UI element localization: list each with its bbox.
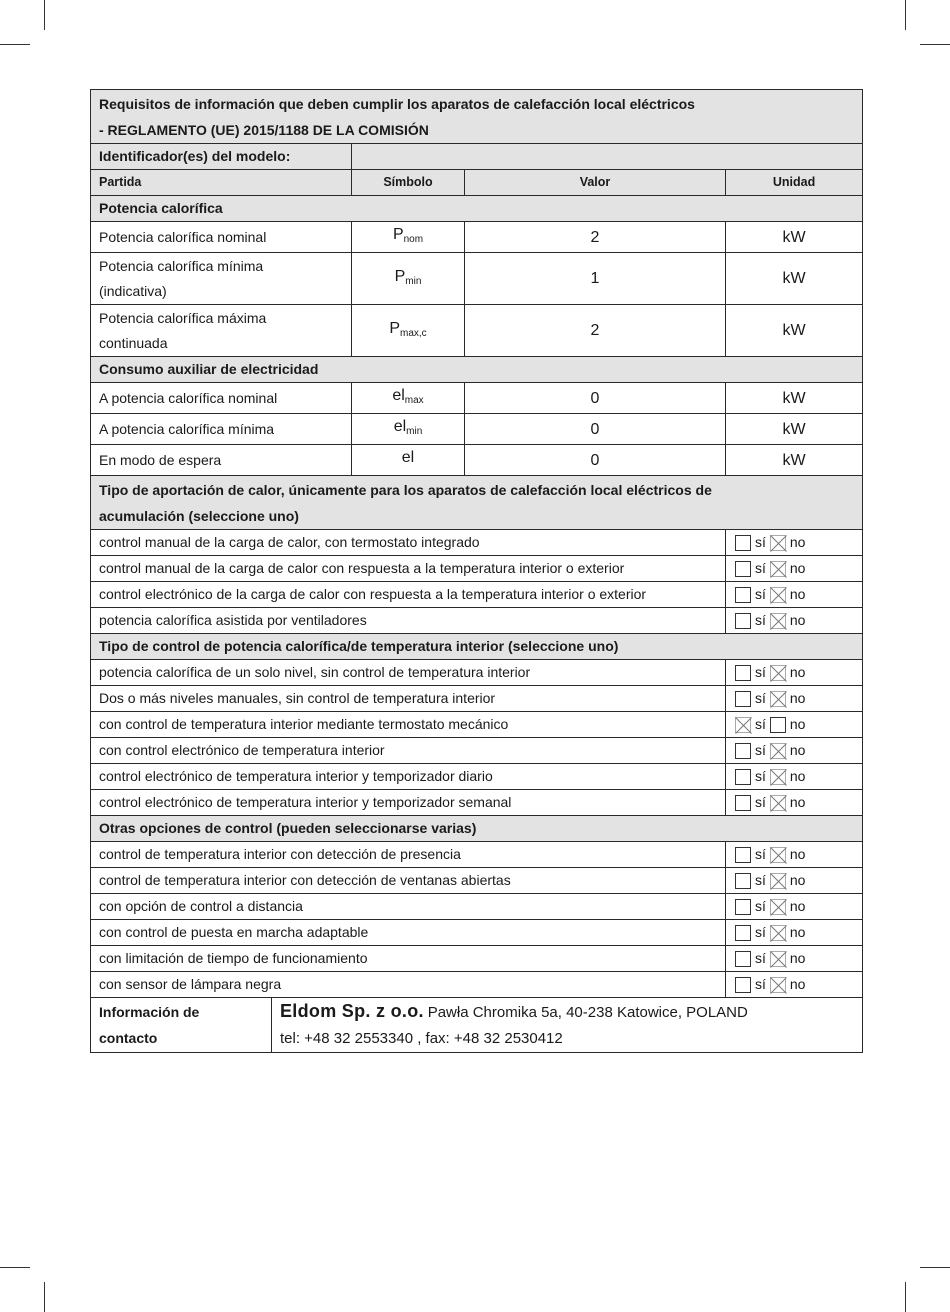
data-row: [91, 383, 863, 414]
option-label: Dos o más niveles manuales, sin control de temperatura interior: [91, 686, 726, 712]
table-title-line2: - REGLAMENTO (UE) 2015/1188 DE LA COMISIÓN: [99, 121, 429, 138]
no-label: no: [789, 846, 806, 862]
option-label: control electrónico de temperatura interior y temporizador semanal: [91, 790, 726, 816]
column-header-partida: Partida: [91, 170, 352, 196]
contact-label: [91, 998, 272, 1053]
yes-no-selector: [726, 686, 863, 712]
yes-no-selector: [726, 920, 863, 946]
yes-label: sí: [755, 976, 766, 992]
yes-no-selector: [726, 894, 863, 920]
section-consumo-auxiliar: Consumo auxiliar de electricidad: [91, 357, 863, 383]
symbol-subscript: max,c: [400, 327, 427, 339]
option-label: control de temperatura interior con detección de presencia: [91, 842, 726, 868]
section-row: [91, 476, 863, 530]
yes-label: sí: [755, 586, 766, 602]
yes-no-selector: [726, 764, 863, 790]
yes-label: sí: [755, 794, 766, 810]
option-row: [91, 712, 863, 738]
model-identifier-value: [352, 144, 863, 170]
yes-checkbox[interactable]: [735, 717, 751, 733]
yes-label: sí: [755, 950, 766, 966]
symbol-cell: [352, 445, 465, 476]
section-aportacion-calor-line1: Tipo de aportación de calor, únicamente para los aparatos de calefacción local eléctricos de: [99, 481, 712, 498]
no-checkbox[interactable]: [770, 795, 786, 811]
no-checkbox[interactable]: [770, 743, 786, 759]
option-label: con opción de control a distancia: [91, 894, 726, 920]
option-row: [91, 894, 863, 920]
no-checkbox[interactable]: [770, 951, 786, 967]
contact-phone-fax: tel: +48 32 2553340 , fax: +48 32 2530412: [280, 1030, 563, 1047]
no-checkbox[interactable]: [770, 925, 786, 941]
model-identifier-label: Identificador(es) del modelo:: [91, 144, 352, 170]
data-row: [91, 414, 863, 445]
option-row: [91, 920, 863, 946]
no-label: no: [789, 664, 806, 680]
yes-checkbox[interactable]: [735, 769, 751, 785]
section-row: [91, 196, 863, 222]
yes-label: sí: [755, 768, 766, 784]
no-checkbox[interactable]: [770, 613, 786, 629]
option-row: [91, 842, 863, 868]
crop-mark: [44, 0, 45, 30]
option-label: control electrónico de la carga de calor con respuesta a la temperatura interior o exterior: [91, 582, 726, 608]
yes-checkbox[interactable]: [735, 613, 751, 629]
erp-information-table: [90, 89, 863, 1053]
row-value: 2: [465, 305, 726, 357]
yes-label: sí: [755, 690, 766, 706]
section-otras-opciones: Otras opciones de control (pueden seleccionarse varias): [91, 816, 863, 842]
data-row: [91, 222, 863, 253]
crop-mark: [0, 1267, 30, 1268]
yes-checkbox[interactable]: [735, 925, 751, 941]
option-label: con limitación de tiempo de funcionamiento: [91, 946, 726, 972]
no-checkbox[interactable]: [770, 977, 786, 993]
no-label: no: [789, 612, 806, 628]
yes-label: sí: [755, 664, 766, 680]
no-checkbox[interactable]: [770, 535, 786, 551]
section-aportacion-calor-line2: acumulación (seleccione uno): [99, 507, 299, 524]
symbol-cell: [352, 222, 465, 253]
crop-mark: [0, 44, 30, 45]
contact-label-line1: Información de: [99, 1004, 200, 1020]
option-label: control manual de la carga de calor, con termostato integrado: [91, 530, 726, 556]
yes-checkbox[interactable]: [735, 743, 751, 759]
symbol-cell: [352, 383, 465, 414]
yes-checkbox[interactable]: [735, 899, 751, 915]
row-unit: kW: [726, 253, 863, 305]
option-row: [91, 686, 863, 712]
no-checkbox[interactable]: [770, 847, 786, 863]
table-title: [91, 90, 863, 144]
column-header-unidad: Unidad: [726, 170, 863, 196]
row-label: A potencia calorífica mínima: [91, 414, 352, 445]
column-header-valor: Valor: [465, 170, 726, 196]
yes-checkbox[interactable]: [735, 561, 751, 577]
yes-no-selector: [726, 738, 863, 764]
option-row: [91, 946, 863, 972]
symbol-base: P: [394, 267, 406, 285]
section-tipo-control: Tipo de control de potencia calorífica/de temperatura interior (seleccione uno): [91, 634, 863, 660]
no-checkbox[interactable]: [770, 587, 786, 603]
row-label: En modo de espera: [91, 445, 352, 476]
symbol-cell: [352, 414, 465, 445]
yes-label: sí: [755, 534, 766, 550]
data-row: [91, 445, 863, 476]
no-label: no: [789, 742, 806, 758]
option-row: [91, 582, 863, 608]
contact-row: [91, 998, 863, 1053]
yes-label: sí: [755, 924, 766, 940]
symbol-subscript: max: [404, 395, 424, 406]
yes-no-selector: [726, 660, 863, 686]
yes-checkbox[interactable]: [735, 847, 751, 863]
row-label-line2: (indicativa): [99, 282, 167, 299]
column-header-simbolo: Símbolo: [352, 170, 465, 196]
no-label: no: [789, 976, 806, 992]
row-value: 2: [465, 222, 726, 253]
option-row: [91, 738, 863, 764]
yes-label: sí: [755, 846, 766, 862]
row-value: 0: [465, 383, 726, 414]
yes-no-selector: [726, 946, 863, 972]
section-row: [91, 634, 863, 660]
crop-mark: [920, 44, 950, 45]
yes-no-selector: [726, 530, 863, 556]
yes-no-selector: [726, 608, 863, 634]
option-label: control electrónico de temperatura interior y temporizador diario: [91, 764, 726, 790]
yes-label: sí: [755, 560, 766, 576]
no-label: no: [789, 794, 806, 810]
yes-checkbox[interactable]: [735, 795, 751, 811]
option-label: potencia calorífica de un solo nivel, sin control de temperatura interior: [91, 660, 726, 686]
row-label-line1: Potencia calorífica mínima: [99, 257, 264, 274]
no-checkbox[interactable]: [770, 769, 786, 785]
yes-checkbox[interactable]: [735, 665, 751, 681]
symbol-base: P: [389, 319, 400, 337]
section-potencia-calorifica: Potencia calorífica: [91, 196, 863, 222]
row-value: 1: [465, 253, 726, 305]
yes-label: sí: [755, 872, 766, 888]
row-label: [91, 253, 352, 305]
symbol-base: el: [401, 449, 415, 466]
option-row: [91, 608, 863, 634]
option-label: con control electrónico de temperatura interior: [91, 738, 726, 764]
yes-no-selector: [726, 556, 863, 582]
row-unit: kW: [726, 222, 863, 253]
yes-checkbox[interactable]: [735, 873, 751, 889]
no-label: no: [789, 924, 806, 940]
company-name: Eldom Sp. z o.o.: [280, 1001, 424, 1021]
yes-no-selector: [726, 842, 863, 868]
row-label: A potencia calorífica nominal: [91, 383, 352, 414]
option-label: con sensor de lámpara negra: [91, 972, 726, 998]
company-address: Pawła Chromika 5a, 40-238 Katowice, POLAND: [427, 1004, 748, 1021]
no-label: no: [789, 872, 806, 888]
yes-no-selector: [726, 868, 863, 894]
row-unit: kW: [726, 305, 863, 357]
row-label-line1: Potencia calorífica máxima: [99, 309, 267, 326]
yes-checkbox[interactable]: [735, 535, 751, 551]
symbol-subscript: min: [405, 275, 422, 287]
section-aportacion-calor: [91, 476, 863, 530]
option-row: [91, 556, 863, 582]
contact-info: [272, 998, 863, 1053]
option-label: con control de temperatura interior mediante termostato mecánico: [91, 712, 726, 738]
option-row: [91, 764, 863, 790]
symbol-subscript: min: [406, 426, 423, 437]
yes-checkbox[interactable]: [735, 977, 751, 993]
yes-label: sí: [755, 898, 766, 914]
option-label: potencia calorífica asistida por ventiladores: [91, 608, 726, 634]
option-row: [91, 972, 863, 998]
no-label: no: [789, 690, 806, 706]
no-checkbox[interactable]: [770, 665, 786, 681]
row-label-line2: continuada: [99, 334, 168, 351]
row-unit: kW: [726, 414, 863, 445]
symbol-cell: [352, 253, 465, 305]
crop-mark: [920, 1267, 950, 1268]
row-label: [91, 222, 352, 253]
symbol-base: el: [392, 387, 405, 404]
table-title-line1: Requisitos de información que deben cumplir los aparatos de calefacción local eléctricos: [99, 95, 695, 112]
section-row: [91, 357, 863, 383]
row-label: [91, 305, 352, 357]
no-label: no: [789, 768, 806, 784]
section-row: [91, 816, 863, 842]
no-checkbox[interactable]: [770, 561, 786, 577]
data-row: [91, 253, 863, 305]
option-label: control manual de la carga de calor con respuesta a la temperatura interior o exterior: [91, 556, 726, 582]
crop-mark: [905, 1282, 906, 1312]
no-label: no: [789, 716, 806, 732]
yes-checkbox[interactable]: [735, 691, 751, 707]
no-checkbox[interactable]: [770, 899, 786, 915]
row-value: 0: [465, 414, 726, 445]
crop-mark: [905, 0, 906, 30]
yes-no-selector: [726, 972, 863, 998]
yes-no-selector: [726, 712, 863, 738]
no-label: no: [789, 586, 806, 602]
yes-label: sí: [755, 742, 766, 758]
row-value: 0: [465, 445, 726, 476]
no-label: no: [789, 898, 806, 914]
contact-company-line: [280, 998, 854, 1026]
symbol-cell: [352, 305, 465, 357]
yes-no-selector: [726, 582, 863, 608]
option-row: [91, 660, 863, 686]
row-label-line1: Potencia calorífica nominal: [99, 228, 267, 245]
yes-no-selector: [726, 790, 863, 816]
option-row: [91, 790, 863, 816]
data-row: [91, 305, 863, 357]
option-label: con control de puesta en marcha adaptable: [91, 920, 726, 946]
yes-checkbox[interactable]: [735, 587, 751, 603]
row-unit: kW: [726, 383, 863, 414]
no-checkbox[interactable]: [770, 873, 786, 889]
symbol-subscript: nom: [403, 234, 424, 245]
no-checkbox[interactable]: [770, 717, 786, 733]
no-label: no: [789, 560, 806, 576]
yes-checkbox[interactable]: [735, 951, 751, 967]
option-row: [91, 868, 863, 894]
row-unit: kW: [726, 445, 863, 476]
yes-label: sí: [755, 716, 766, 732]
symbol-base: el: [393, 418, 407, 435]
yes-label: sí: [755, 612, 766, 628]
no-checkbox[interactable]: [770, 691, 786, 707]
no-label: no: [789, 534, 806, 550]
contact-label-line2: contacto: [99, 1030, 158, 1046]
no-label: no: [789, 950, 806, 966]
symbol-base: P: [392, 226, 404, 243]
option-label: control de temperatura interior con detección de ventanas abiertas: [91, 868, 726, 894]
option-row: [91, 530, 863, 556]
crop-mark: [44, 1282, 45, 1312]
